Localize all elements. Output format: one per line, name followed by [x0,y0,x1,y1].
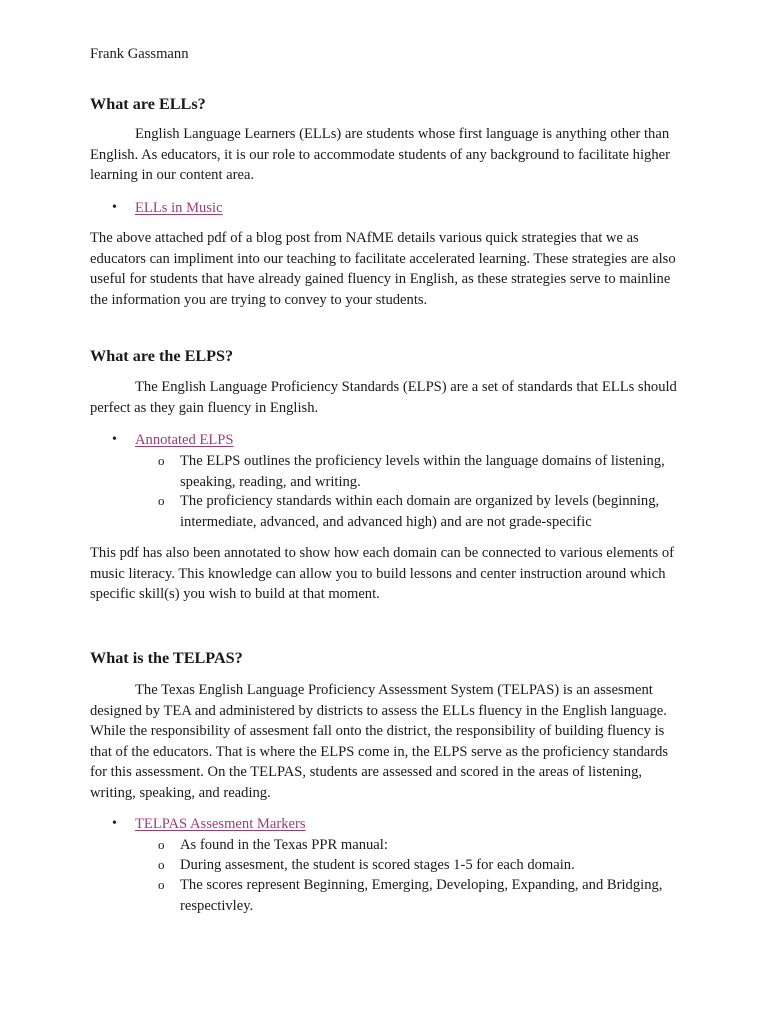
sub-list-item [90,835,680,856]
sub-list-text: The proficiency standards within each domain are organized by levels (beginning, intermediate, advanced, and advanced high) and are not grade-specific [180,493,660,530]
telpas-assesment-markers-link[interactable]: TELPAS Assesment Markers [135,816,306,832]
ells-intro-paragraph: English Language Learners (ELLs) are students whose first language is anything other than English. As educators, it is our role to accommodate students of any background to facilitate higher learning in our content area. [90,126,670,184]
elps-after-paragraph: This pdf has also been annotated to show how each domain can be connected to various elements of music literacy. This knowledge can allow you to build lessons and center instruction around which specific skill(s) you wish to build at that moment. [90,545,674,603]
sub-list-text: During assesment, the student is scored stages 1-5 for each domain. [180,857,575,873]
bullet-icon: • [112,432,117,447]
annotated-elps-link[interactable]: Annotated ELPS [135,432,234,448]
sub-bullet-icon: o [158,857,165,872]
ells-in-music-link[interactable]: ELLs in Music [135,200,223,216]
list-item [90,430,680,451]
section-heading-ells: What are ELLs? [90,95,206,113]
sub-bullet-icon: o [158,453,165,468]
bullet-icon: • [112,200,117,215]
sub-bullet-icon: o [158,837,165,852]
sub-list-text: The ELPS outlines the proficiency levels within the language domains of listening, speaking, reading, and writing. [180,453,665,490]
sub-bullet-icon: o [158,493,165,508]
sub-list-item [90,875,680,916]
section-heading-elps: What are the ELPS? [90,347,234,365]
telpas-intro-paragraph: The Texas English Language Proficiency Assessment System (TELPAS) is an assesment designed by TEA and administered by districts to assess the ELLs fluency in the English language. While the responsibility of assesment fall onto the district, the responsibility of building fluency is that of the educators. That is where the ELPS come in, the ELPS serve as the proficiency standards for this assessment. On the TELPAS, students are assessed and scored in the areas of listening, writing, speaking, and reading. [90,682,669,801]
ells-after-paragraph: The above attached pdf of a blog post from NAfME details various quick strategies that we as educators can impliment into our teaching to facilitate accelerated learning. These strategies are also useful for students that have already gained fluency in English, as these strategies serve to mainline the information you are trying to convey to your students. [90,230,676,308]
section-heading-telpas: What is the TELPAS? [90,649,243,667]
sub-list-text: The scores represent Beginning, Emerging, Developing, Expanding, and Bridging, respectivley. [180,877,663,914]
list-item [90,198,680,219]
sub-list-text: As found in the Texas PPR manual: [180,837,388,853]
bullet-icon: • [112,816,117,831]
elps-intro-paragraph: The English Language Proficiency Standards (ELPS) are a set of standards that ELLs should perfect as they gain fluency in English. [90,379,677,416]
list-item [90,814,680,835]
sub-list-item [90,491,680,532]
sub-list-item [90,855,680,876]
sub-bullet-icon: o [158,877,165,892]
author-name: Frank Gassmann [90,46,189,62]
sub-list-item [90,451,680,492]
